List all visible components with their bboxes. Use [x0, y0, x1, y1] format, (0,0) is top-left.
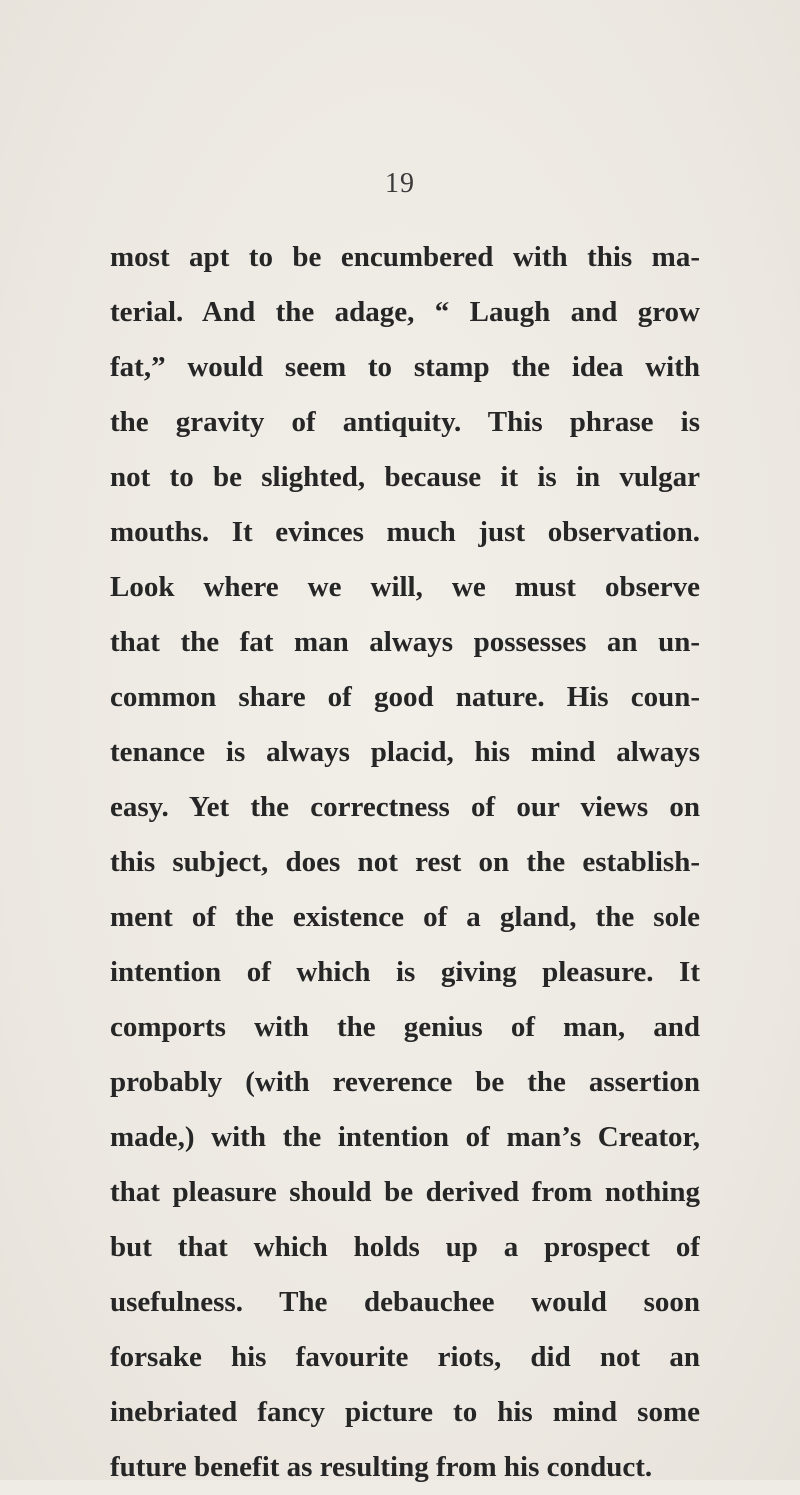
- body-text: [110, 230, 700, 1495]
- page-number: 19: [385, 168, 415, 199]
- text-line: Look where we will, we must observe: [110, 571, 700, 603]
- text-line: that pleasure should be derived from nothing: [110, 1176, 700, 1208]
- text-line: this subject, does not rest on the establish-: [110, 846, 700, 878]
- text-line: mouths. It evinces much just observation.: [110, 516, 700, 548]
- text-line: tenance is always placid, his mind always: [110, 736, 700, 768]
- text-line: most apt to be encumbered with this ma-: [110, 241, 700, 273]
- text-line: easy. Yet the correctness of our views on: [110, 791, 700, 823]
- text-line: that the fat man always possesses an un-: [110, 626, 700, 658]
- text-line: comports with the genius of man, and: [110, 1011, 700, 1043]
- text-line: usefulness. The debauchee would soon: [110, 1286, 700, 1318]
- text-line: not to be slighted, because it is in vulgar: [110, 461, 700, 493]
- text-line: common share of good nature. His coun-: [110, 681, 700, 713]
- text-line: intention of which is giving pleasure. It: [110, 956, 700, 988]
- text-line: made,) with the intention of man’s Creator,: [110, 1121, 700, 1153]
- text-line: probably (with reverence be the assertion: [110, 1066, 700, 1098]
- text-line: but that which holds up a prospect of: [110, 1231, 700, 1263]
- text-line: terial. And the adage, “ Laugh and grow: [110, 296, 700, 328]
- text-line: forsake his favourite riots, did not an: [110, 1341, 700, 1373]
- text-line: future benefit as resulting from his conduct.: [110, 1451, 653, 1483]
- text-line: ment of the existence of a gland, the sole: [110, 901, 700, 933]
- text-line: inebriated fancy picture to his mind some: [110, 1396, 700, 1428]
- text-line: fat,” would seem to stamp the idea with: [110, 351, 700, 383]
- text-line: the gravity of antiquity. This phrase is: [110, 406, 700, 438]
